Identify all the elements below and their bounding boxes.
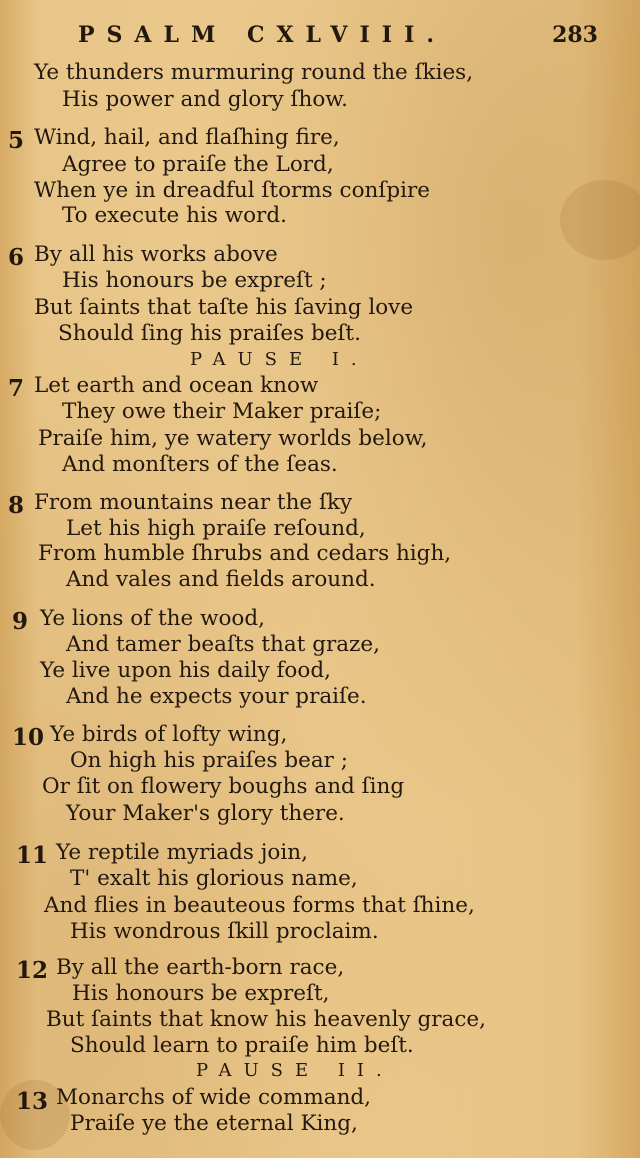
verse-line: Ye lions of the wood,	[40, 606, 265, 631]
pause-heading: PAUSE II.	[196, 1060, 394, 1081]
verse-line: And monſters of the ſeas.	[62, 452, 338, 477]
verse-number: 9	[12, 608, 29, 635]
verse-line: His honours be expreſt ;	[62, 268, 327, 293]
verse-line: Let his high praiſe reſound,	[66, 516, 366, 541]
verse-line: Ye birds of lofty wing,	[50, 722, 288, 747]
verse-line: But ſaints that taſte his ſaving love	[34, 295, 414, 320]
verse-line: Ye reptile myriads join,	[56, 840, 308, 865]
verse-line: From mountains near the ſky	[34, 490, 353, 515]
verse-line: Praiſe him, ye watery worlds below,	[38, 426, 428, 451]
verse-line: Agree to praiſe the Lord,	[62, 152, 334, 177]
verse-line: But ſaints that know his heavenly grace,	[46, 1007, 486, 1032]
verse-line: Wind, hail, and flaſhing fire,	[34, 125, 340, 150]
verse-number: 8	[8, 492, 25, 519]
verse-line: To execute his word.	[62, 203, 287, 228]
verse-line: From humble ſhrubs and cedars high,	[38, 541, 452, 566]
verse-line: And flies in beauteous forms that ſhine,	[44, 893, 475, 918]
verse-line: Your Maker's glory there.	[66, 801, 345, 826]
running-title: PSALM CXLVIII.	[78, 22, 447, 48]
verse-line: When ye in dreadful ſtorms conſpire	[34, 178, 430, 203]
verse-line: T' exalt his glorious name,	[70, 866, 358, 891]
paper-stain	[560, 180, 640, 260]
verse-line: Praiſe ye the eternal King,	[70, 1111, 358, 1136]
verse-number: 6	[8, 244, 25, 271]
page-number: 283	[552, 22, 598, 48]
verse-line: And vales and fields around.	[66, 567, 376, 592]
verse-number: 12	[16, 957, 49, 984]
verse-line: On high his praiſes bear ;	[70, 748, 349, 773]
verse-line: Should ſing his praiſes beſt.	[58, 321, 361, 346]
verse-line: They owe their Maker praiſe;	[62, 399, 382, 424]
running-head	[78, 18, 598, 58]
verse-line: His honours be expreſt,	[72, 981, 330, 1006]
verse-line: And tamer beaſts that graze,	[66, 632, 380, 657]
verse-number: 5	[8, 127, 25, 154]
verse-line: His power and glory ſhow.	[62, 87, 348, 112]
verse-line: Should learn to praiſe him beſt.	[70, 1033, 414, 1058]
verse-number: 10	[12, 724, 45, 751]
verse-line: Monarchs of wide command,	[56, 1085, 372, 1110]
verse-line: Ye thunders murmuring round the ſkies,	[34, 60, 474, 85]
verse-line: And he expects your praiſe.	[66, 684, 367, 709]
verse-line: By all the earth-born race,	[56, 955, 345, 980]
pause-heading: PAUSE I.	[190, 349, 369, 370]
verse-line: By all his works above	[34, 242, 278, 267]
verse-line: Ye live upon his daily food,	[40, 658, 331, 683]
verse-number: 7	[8, 375, 25, 402]
verse-line: Or ſit on flowery boughs and ſing	[42, 774, 405, 799]
verse-line: Let earth and ocean know	[34, 373, 319, 398]
verse-line: His wondrous ſkill proclaim.	[70, 919, 379, 944]
verse-number: 11	[16, 842, 49, 869]
verse-number: 13	[16, 1088, 49, 1115]
